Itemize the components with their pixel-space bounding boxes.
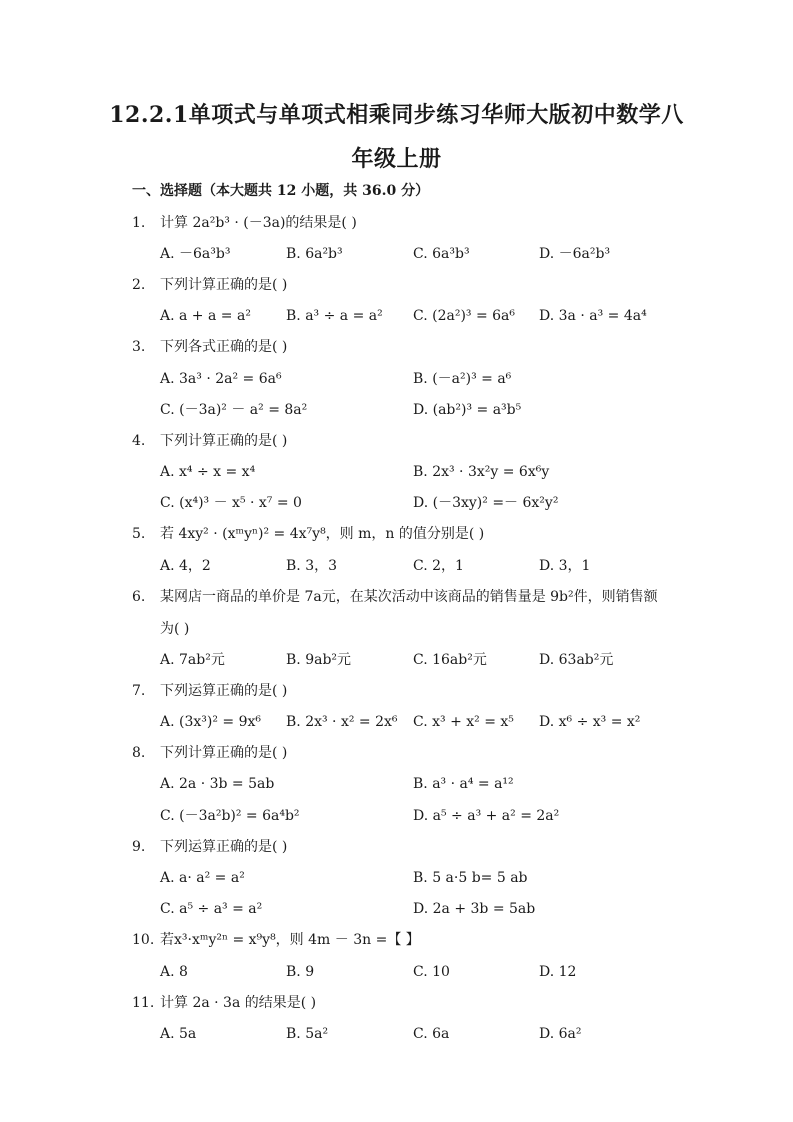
option-c: C. 6a <box>413 1026 450 1042</box>
option-d: D. 2a + 3b = 5ab <box>413 901 536 917</box>
question-text: 下列各式正确的是( ) <box>160 339 288 355</box>
option-a: A. x⁴ ÷ x = x⁴ <box>160 464 256 480</box>
option-d: D. 3，1 <box>539 558 591 574</box>
option-c: C. 16ab²元 <box>413 652 487 668</box>
option-c: C. 6a³b³ <box>413 246 470 262</box>
option-c: C. 10 <box>413 964 450 980</box>
option-a: A. (3x³)² = 9x⁶ <box>160 714 262 730</box>
option-d: D. a⁵ ÷ a³ + a² = 2a² <box>413 808 560 824</box>
question-text: 下列运算正确的是( ) <box>160 683 288 699</box>
question-number: 2. <box>132 277 146 293</box>
question-number: 8. <box>132 745 146 761</box>
question-text: 若 4xy² · (xᵐyⁿ)² = 4x⁷y⁸，则 m，n 的值分别是( ) <box>160 526 485 542</box>
option-d: D. 12 <box>539 964 577 980</box>
question-text: 若x³·xᵐy²ⁿ = x⁹y⁸，则 4m － 3n =【 】 <box>160 932 420 948</box>
option-c: C. (2a²)³ = 6a⁶ <box>413 308 516 324</box>
option-c: C. x³ + x² = x⁵ <box>413 714 514 730</box>
question-number: 7. <box>132 683 146 699</box>
option-a: A. 7ab²元 <box>160 652 225 668</box>
question-number: 9. <box>132 839 146 855</box>
option-a: A. 3a³ · 2a² = 6a⁶ <box>160 371 282 387</box>
option-b: B. 9ab²元 <box>286 652 352 668</box>
option-b: B. 2x³ · 3x²y = 6x⁶y <box>413 464 550 480</box>
question-number: 11. <box>132 995 155 1011</box>
option-a: A. 4，2 <box>160 558 211 574</box>
option-a: A. a + a = a² <box>160 308 251 324</box>
option-b: B. 3，3 <box>286 558 338 574</box>
option-c: C. (x⁴)³ － x⁵ · x⁷ = 0 <box>160 495 302 511</box>
section-header: 一、选择题（本大题共 12 小题，共 36.0 分） <box>132 183 430 199</box>
option-d: D. －6a²b³ <box>539 246 611 262</box>
option-b: B. a³ ÷ a = a² <box>286 308 383 324</box>
question-text: 下列计算正确的是( ) <box>160 433 288 449</box>
option-d: D. 6a² <box>539 1026 582 1042</box>
question-number: 5. <box>132 526 146 542</box>
document-title-line-2: 年级上册 <box>351 146 442 172</box>
question-text: 下列计算正确的是( ) <box>160 745 288 761</box>
question-number: 10. <box>132 932 155 948</box>
question-text: 计算 2a · 3a 的结果是( ) <box>160 995 317 1011</box>
question-text: 下列计算正确的是( ) <box>160 277 288 293</box>
option-c: C. a⁵ ÷ a³ = a² <box>160 901 263 917</box>
option-d: D. (ab²)³ = a³b⁵ <box>413 402 522 418</box>
question-text: 下列运算正确的是( ) <box>160 839 288 855</box>
option-d: D. 3a · a³ = 4a⁴ <box>539 308 647 324</box>
option-a: A. a· a² = a² <box>160 870 245 886</box>
option-b: B. 5 a·5 b= 5 ab <box>413 870 528 886</box>
option-b: B. (－a²)³ = a⁶ <box>413 371 512 387</box>
option-d: D. 63ab²元 <box>539 652 614 668</box>
option-c: C. 2，1 <box>413 558 464 574</box>
option-b: B. 5a² <box>286 1026 329 1042</box>
option-c: C. (－3a²b)² = 6a⁴b² <box>160 808 300 824</box>
question-text-continued: 为( ) <box>160 621 190 637</box>
question-number: 6. <box>132 589 146 605</box>
question-number: 4. <box>132 433 146 449</box>
option-a: A. 8 <box>160 964 188 980</box>
option-b: B. a³ · a⁴ = a¹² <box>413 776 514 792</box>
question-text: 某网店一商品的单价是 7a元，在某次活动中该商品的销售量是 9b²件，则销售额 <box>160 589 658 605</box>
document-title-line-1: 12.2.1单项式与单项式相乘同步练习华师大版初中数学八 <box>109 102 684 128</box>
option-d: D. x⁶ ÷ x³ = x² <box>539 714 641 730</box>
option-b: B. 6a²b³ <box>286 246 343 262</box>
option-b: B. 2x³ · x² = 2x⁶ <box>286 714 398 730</box>
question-text: 计算 2a²b³ · (－3a)的结果是( ) <box>160 215 357 231</box>
option-c: C. (－3a)² － a² = 8a² <box>160 402 308 418</box>
option-a: A. 5a <box>160 1026 197 1042</box>
question-number: 1. <box>132 215 146 231</box>
option-d: D. (－3xy)² =－ 6x²y² <box>413 495 559 511</box>
option-b: B. 9 <box>286 964 315 980</box>
option-a: A. －6a³b³ <box>160 246 231 262</box>
option-a: A. 2a · 3b = 5ab <box>160 776 275 792</box>
question-number: 3. <box>132 339 146 355</box>
